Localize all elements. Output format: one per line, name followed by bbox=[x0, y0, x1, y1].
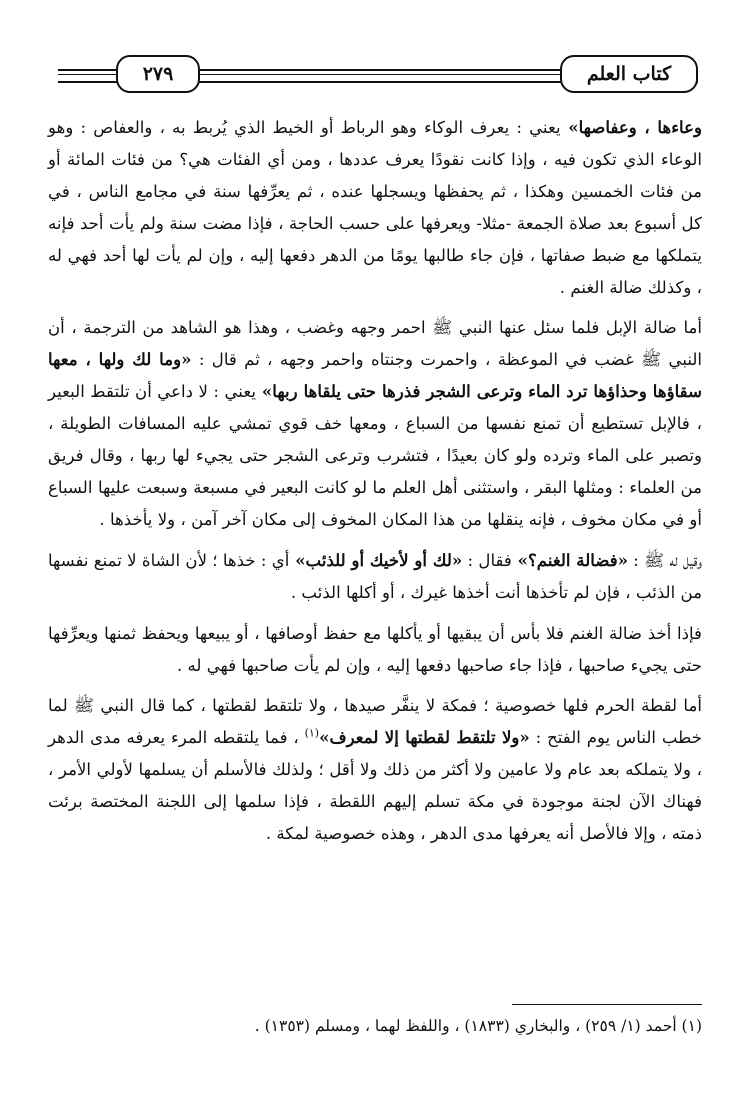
page-body bbox=[48, 112, 702, 850]
paragraph-text: يعني : لا داعي أن تلتقط البعير ، فالإبل تستطيع أن تمنع نفسها من السباع ، ومعها خف قوي تمشي عليه المسافات الطويلة ، وتصبر على الماء وترده ولو كان بعيدًا ، فتشرب وترعى الشجر حتى يجيء لها ربها ، وقال فريق من العلماء : ومثلها البقر ، واستثنى أهل العلم ما لو كانت البعير في مسبعة وسبعت عليها السباع أو في مكان مخوف ، فإنه ينقلها من هذا المكان المخوف إلى مكان آخر آمن ، ولا يأخذها . bbox=[48, 382, 702, 529]
hadith-quote: «ولا تلتقط لقطتها إلا لمعرف» bbox=[319, 727, 530, 748]
paragraph-text: ، فما يلتقطه المرء يعرفه مدى الدهر ، ولا يتملكه بعد عام ولا عامين ولا أكثر من ذلك ولا أقل ؛ ولذلك فالأسلم أن يسلمها لأولي الأمر ، فهناك الآن لجنة موجودة في مكة تسلم إليهم اللقطة ، فإذا سلمها إلى اللجنة المختصة برئت ذمته ، وإلا فالأصل أنه يعرفها مدى الدهر ، وهذه خصوصية لمكة . bbox=[48, 728, 702, 844]
paragraph-text: أما لقطة الحرم فلها خصوصية ؛ فمكة لا ينفَّر صيدها ، ولا تلتقط لقطتها ، كما قال النبي ﷺ لما خطب الناس يوم الفتح : bbox=[48, 696, 703, 748]
page-number: ٢٧٩ bbox=[116, 55, 200, 93]
footnote-ref: (١) bbox=[304, 726, 320, 740]
paragraph bbox=[48, 545, 702, 609]
paragraph bbox=[48, 690, 702, 850]
hadith-quote: وعاءها ، وعفاصها» bbox=[560, 117, 702, 137]
paragraph bbox=[48, 312, 702, 535]
paragraph-text: فإذا أخذ ضالة الغنم فلا بأس أن يبقيها أو يأكلها مع حفظ أوصافها ، أو يبيعها ويحفظ ثمنها ويعرِّفها حتى يجيء صاحبها ، فإذا جاء صاحبها دفعها إليه ، وإن لم يأت صاحبها فهي له . bbox=[48, 623, 702, 675]
hadith-quote: «وما لك ولها ، معها سقاؤها وحذاؤها ترد الماء وترعى الشجر فذرها حتى يلقاها ربها» bbox=[48, 349, 702, 402]
paragraph bbox=[48, 112, 702, 303]
hadith-quote: «لك أو لأخيك أو للذئب» bbox=[289, 549, 463, 570]
paragraph-text: أما ضالة الإبل فلما سئل عنها النبي ﷺ احمر وجهه وغضب ، وهذا هو الشاهد من الترجمة ، أن النبي ﷺ غضب في الموعظة ، واحمرت وجنتاه واحمر وجهه ، ثم قال : bbox=[48, 318, 702, 370]
paragraph-text: يعني : يعرف الوكاء وهو الرباط أو الخيط الذي يُربط به ، والعفاص : وهو الوعاء الذي تكون فيه ، وإذا كانت نقودًا يعرف عددها ، ومن أي الفئات هي؟ من فئات المائة أو من فئات الخمسين وهكذا ، ثم يحفظها ويسجلها عنده ، ثم يعرِّفها سنة في مجامع الناس ، في كل أسبوع بعد صلاة الجمعة -مثلا- ويعرفها على حسب الحاجة ، فإذا مضت سنة ولم يأت أحد فإنه يتملكها مع ضبط صفاتها ، فإن جاء طالبها يومًا من الدهر دفعها إليه ، وإن لم يأت لها أحد فهي له ، وكذلك ضالة الغنم . bbox=[48, 118, 702, 297]
page-header bbox=[58, 55, 698, 95]
footnote-divider bbox=[512, 1004, 702, 1005]
hadith-quote: «فضالة الغنم؟» bbox=[511, 549, 629, 570]
footnote: (١) أحمد (١/ ٢٥٩) ، والبخاري (١٨٣٣) ، واللفظ لهما ، ومسلم (١٣٥٣) . bbox=[254, 1017, 702, 1035]
paragraph-text: وقيل له ﷺ : bbox=[628, 550, 702, 570]
book-title: كتاب العلم bbox=[560, 55, 698, 93]
paragraph-text: فقال : bbox=[462, 550, 512, 570]
paragraph bbox=[48, 618, 702, 682]
paragraph-text: أي : خذها ؛ لأن الشاة لا تمنع نفسها من الذئب ، فإن لم تأخذها أنت أخذها غيرك ، أو أكلها الذئب . bbox=[48, 550, 702, 602]
